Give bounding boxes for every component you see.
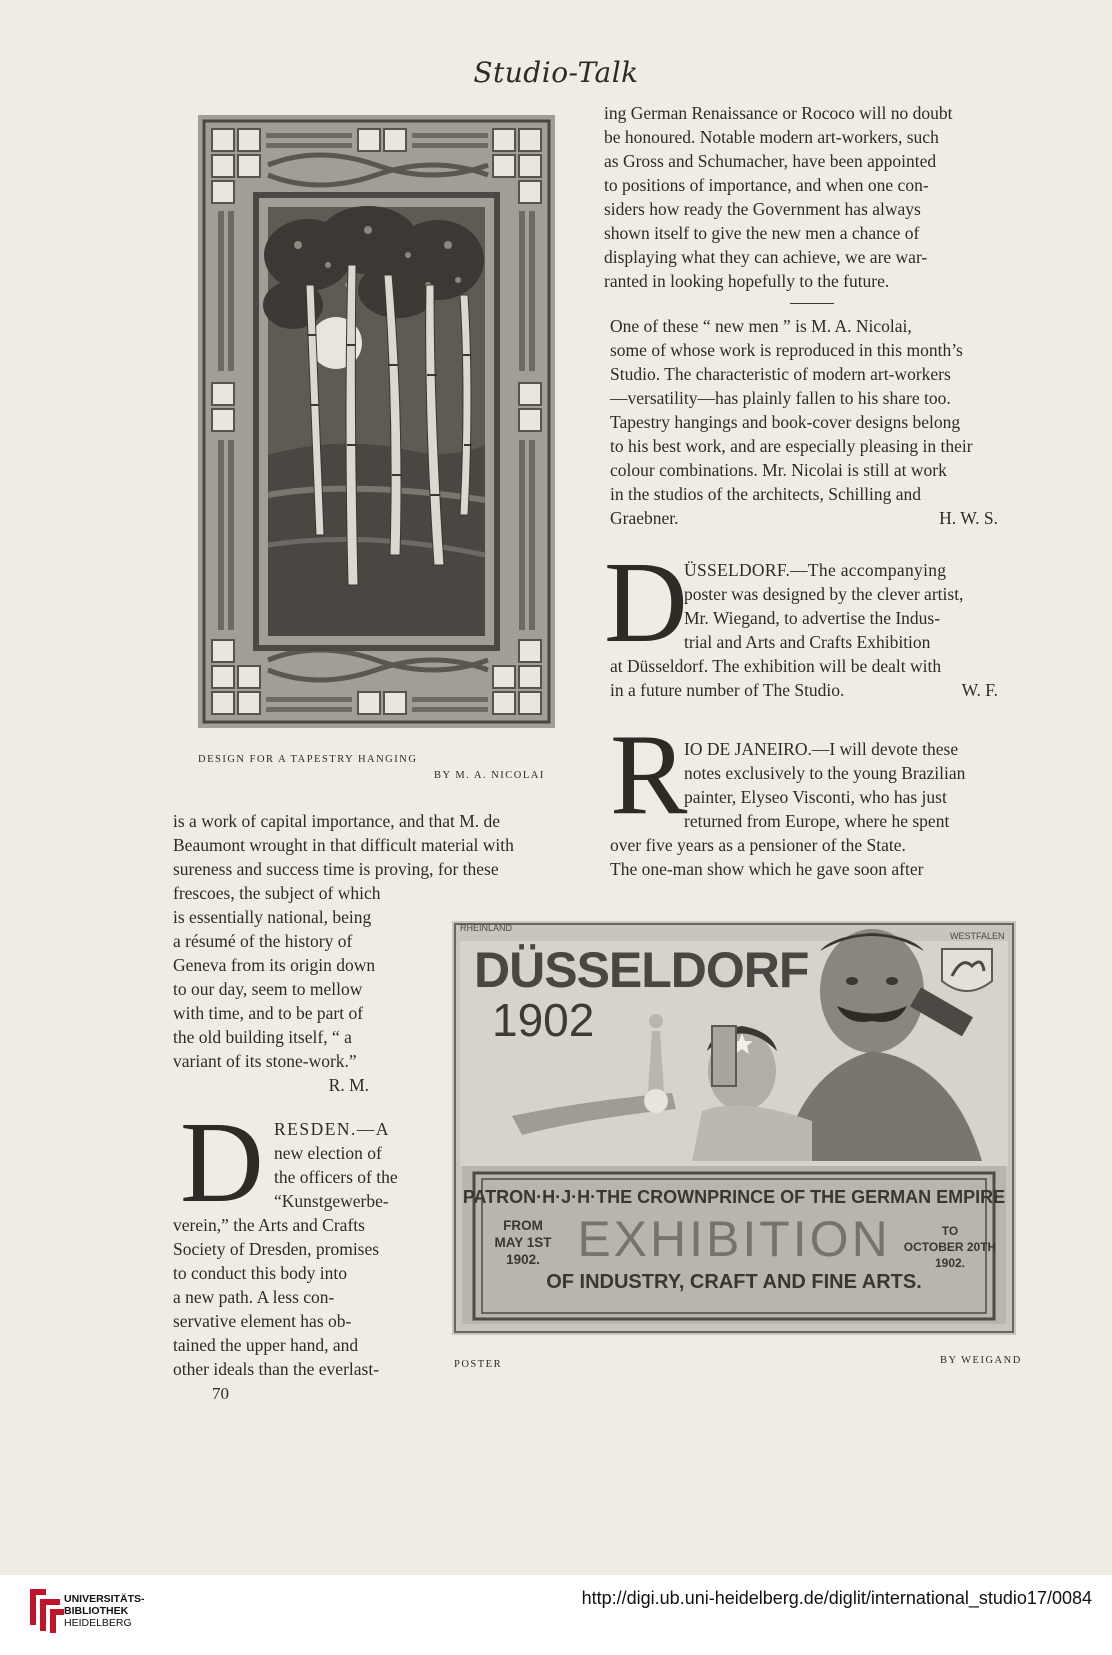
poster-to-year: 1902. — [934, 1256, 966, 1270]
library-name-line: BIBLIOTHEK — [64, 1605, 129, 1617]
text-line: shown itself to give the new men a chance of — [604, 223, 920, 243]
poster-to-block — [900, 1223, 1000, 1271]
text-line: in the studios of the architects, Schilling and — [610, 484, 922, 504]
text-line: is essentially national, being — [173, 907, 372, 927]
text-line: to his best work, and are especially pleasing in their — [610, 436, 973, 456]
text-line: The one-man show which he gave soon after — [610, 859, 924, 879]
text-line: ing German Renaissance or Rococo will no doubt — [604, 103, 953, 123]
text-line: Beaumont wrought in that difficult material with — [173, 835, 514, 855]
text-line: a new path. A less con- — [173, 1287, 335, 1307]
text-line: be honoured. Notable modern art-workers, such — [604, 127, 939, 147]
text-line: servative element has ob- — [173, 1311, 352, 1331]
poster-subtitle: OF INDUSTRY, CRAFT AND FINE ARTS. — [546, 1271, 922, 1293]
text-line: —versatility—has plainly fallen to his share too. — [610, 388, 951, 408]
text-line: some of whose work is reproduced in this month’s — [610, 340, 963, 360]
tapestry-caption-line2: BY M. A. NICOLAI — [434, 770, 545, 781]
text-line: notes exclusively to the young Brazilian — [684, 763, 966, 783]
text-line: Tapestry hangings and book-cover designs belong — [610, 412, 961, 432]
poster-label-rheinland: RHEINLAND — [460, 923, 513, 933]
text-line: over five years as a pensioner of the State. — [610, 835, 906, 855]
tapestry-caption-line1: DESIGN FOR A TAPESTRY HANGING — [198, 754, 418, 765]
text-line: verein,” the Arts and Crafts — [173, 1215, 365, 1235]
text-line: at Düsseldorf. The exhibition will be dealt with — [610, 656, 942, 676]
left-narrow-text — [173, 881, 409, 1097]
text-line: frescoes, the subject of which — [173, 883, 381, 903]
running-head: Studio-Talk — [473, 56, 639, 89]
left-wide-text — [173, 809, 587, 881]
text-line: as Gross and Schumacher, have been appointed — [604, 151, 937, 171]
footer-bar — [0, 1575, 1112, 1655]
text-line: in a future number of The Studio. — [610, 680, 845, 700]
rio-continuation — [610, 833, 1020, 881]
text-line: variant of its stone-work.” — [173, 1051, 357, 1071]
text-line: the old building itself, “ a — [173, 1027, 352, 1047]
text-line: “Kunstgewerbe- — [274, 1191, 389, 1211]
drop-cap: D — [180, 1099, 264, 1227]
poster-caption-left: POSTER — [454, 1359, 503, 1370]
poster-label-westfalen: WESTFALEN — [950, 931, 1005, 941]
text-line: displaying what they can achieve, we are war- — [604, 247, 928, 267]
library-name-line: HEIDELBERG — [64, 1617, 132, 1629]
drop-cap: R — [610, 711, 688, 839]
library-name — [64, 1593, 145, 1629]
source-url-link[interactable]: http://digi.ub.uni-heidelberg.de/diglit/international_studio17/0084 — [581, 1588, 1092, 1608]
author-signature: W. F. — [961, 680, 998, 700]
poster-title: DÜSSELDORF — [474, 942, 809, 998]
poster-to-date: OCTOBER 20TH — [903, 1240, 997, 1254]
dusseldorf-poster-image — [452, 921, 1016, 1335]
author-signature: H. W. S. — [939, 508, 998, 528]
text-line: to positions of importance, and when one con- — [604, 175, 929, 195]
tapestry-design-image — [198, 115, 555, 728]
text-line: to our day, seem to mellow — [173, 979, 363, 999]
text-line: siders how ready the Government has always — [604, 199, 921, 219]
text-line: Graebner. — [610, 508, 679, 528]
text-line: painter, Elyseo Visconti, who has just — [684, 787, 947, 807]
dusseldorf-continuation — [610, 654, 1020, 702]
poster-to-label: TO — [941, 1224, 959, 1238]
poster-from-year: 1902. — [506, 1252, 540, 1267]
text-line: RESDEN.—A — [274, 1119, 391, 1139]
dresden-intro — [274, 1117, 409, 1213]
text-line: One of these “ new men ” is M. A. Nicolai, — [610, 316, 912, 336]
library-name-line: UNIVERSITÄTS- — [64, 1593, 145, 1605]
author-signature: R. M. — [328, 1075, 369, 1095]
text-line: returned from Europe, where he spent — [684, 811, 950, 831]
poster-caption-right: BY WEIGAND — [940, 1355, 1022, 1366]
poster-patron: PATRON·H·J·H·THE CROWNPRINCE OF THE GERMAN EMPIRE — [462, 1187, 1006, 1207]
text-line: Mr. Wiegand, to advertise the Indus- — [684, 608, 941, 628]
dusseldorf-intro — [684, 558, 1020, 654]
poster-from-label: FROM — [503, 1218, 543, 1233]
poster-year: 1902 — [492, 994, 595, 1046]
page-number: 70 — [212, 1384, 229, 1403]
text-line: Geneva from its origin down — [173, 955, 376, 975]
section-divider — [790, 303, 834, 304]
text-line: a résumé of the history of — [173, 931, 353, 951]
text-line: ÜSSELDORF.—The accompanying — [684, 560, 947, 580]
drop-cap: D — [604, 539, 688, 667]
dresden-continuation — [173, 1213, 409, 1381]
text-line: with time, and to be part of — [173, 1003, 364, 1023]
text-line: Society of Dresden, promises — [173, 1239, 380, 1259]
text-line: the officers of the — [274, 1167, 398, 1187]
text-line: IO DE JANEIRO.—I will devote these — [684, 739, 959, 759]
library-logo-icon — [24, 1585, 68, 1639]
rio-intro — [684, 737, 1020, 833]
poster-from-date: MAY 1ST — [494, 1235, 552, 1250]
text-line: trial and Arts and Crafts Exhibition — [684, 632, 931, 652]
text-line: ranted in looking hopefully to the future. — [604, 271, 890, 291]
text-line: sureness and success time is proving, for these — [173, 859, 499, 879]
poster-exhibition: EXHIBITION — [577, 1211, 891, 1267]
text-line: is a work of capital importance, and that M. de — [173, 811, 501, 831]
text-line: poster was designed by the clever artist, — [684, 584, 964, 604]
text-line: colour combinations. Mr. Nicolai is still at work — [610, 460, 947, 480]
right-para-2 — [610, 314, 1020, 530]
right-para-1 — [604, 101, 1020, 293]
text-line: tained the upper hand, and — [173, 1335, 359, 1355]
text-line: new election of — [274, 1143, 382, 1163]
text-line: other ideals than the everlast- — [173, 1359, 380, 1379]
text-line: to conduct this body into — [173, 1263, 348, 1283]
text-line: Studio. The characteristic of modern art-workers — [610, 364, 951, 384]
